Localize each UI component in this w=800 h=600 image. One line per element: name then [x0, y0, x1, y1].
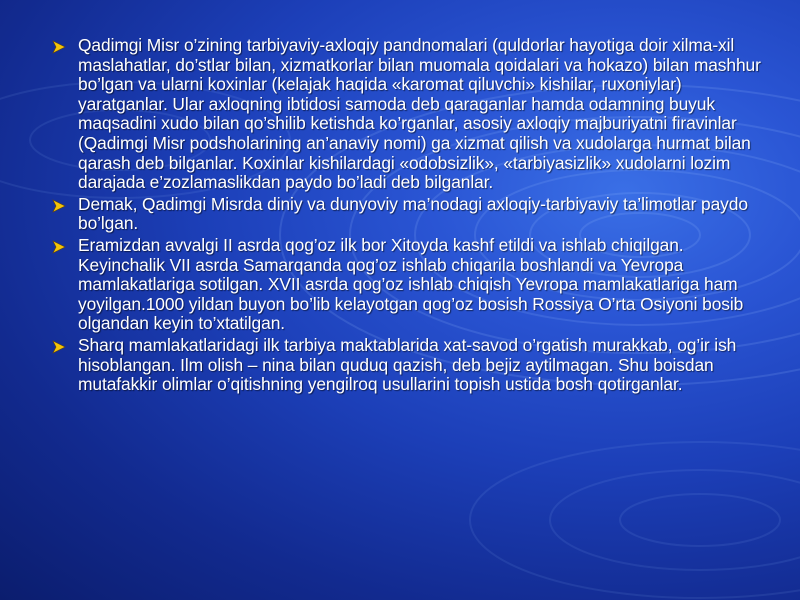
arrow-bullet-icon — [52, 199, 66, 213]
arrow-bullet-icon — [52, 240, 66, 254]
bullet-item — [50, 36, 762, 193]
arrow-bullet-icon — [52, 340, 66, 354]
bullet-list — [50, 36, 762, 397]
bullet-text: Demak, Qadimgi Misrda diniy va dunyoviy ma’nodagi axloqiy-tarbiyaviy ta’limotlar paydo bo’lgan. — [78, 193, 748, 234]
bullet-item — [50, 195, 762, 234]
bullet-item — [50, 236, 762, 334]
bullet-text: Sharq mamlakatlaridagi ilk tarbiya maktablarida xat-savod o’rgatish murakkab, og’ir ish hisoblangan. Ilm olish – nina bilan quduq qazish, deb bejiz aytilmagan. Shu boisdan mutafakkir olimlar o’qitishning yengilroq usullarini topish ustida bosh qotirganlar. — [78, 334, 737, 395]
arrow-bullet-icon — [52, 40, 66, 54]
bullet-text: Eramizdan avvalgi II asrda qog’oz ilk bor Xitoyda kashf etildi va ishlab chiqilgan. Keyinchalik VII asrda Samarqanda qog’oz ishlab chiqarila boshlandi va Yevropa mamlakatlariga sotilgan. XVII asrda qog’oz ishlab chiqish Yevropa mamlakatlariga ham yoyilgan.1000 yildan buyon bo’lib kelayotgan qog’oz bosish Rossiya O’rta Osiyoni bosib olgandan keyin to’xtatilgan. — [78, 234, 744, 334]
bullet-text: Qadimgi Misr o’zining tarbiyaviy-axloqiy pandnomalari (quldorlar hayotiga doir xilma-xil maslahatlar, do’stlar bilan, xizmatkorlar bilan muomala qoidalari va hokazo) bilan mashhur bo’lgan va ularni koxinlar (kelajak haqida «karomat qiluvchi» kishilar, ruxoniylar) yaratganlar. Ular axloqning ibtidosi samoda deb qaraganlar hamda odamning buyuk maqsadini xudo bilan qo’shilib ketishda ko’rganlar, asosiy axloqiy majburiyatni firavinlar (Qadimgi Misr podsholarining an’anaviy nomi) ga xizmat qilish va xudolarga hurmat bilan qarash deb bilganlar. Koxinlar kishilardagi «odobsizlik», «tarbiyasizlik» xudolarni lozim darajada e’zozlamaslikdan paydo bo’ladi deb bilganlar. — [78, 35, 761, 193]
bullet-item — [50, 336, 762, 395]
